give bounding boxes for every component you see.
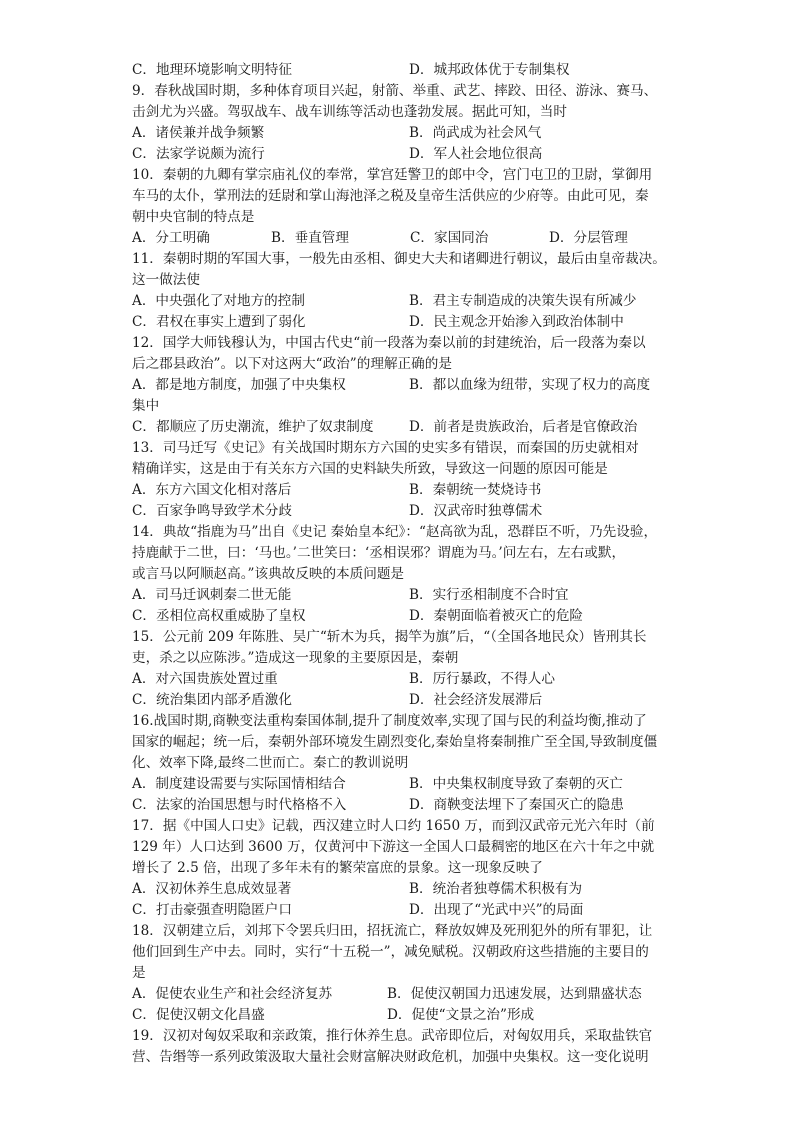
q13-options-row — [132, 480, 662, 501]
q16-option-c[interactable]: C．法家的治国思想与时代格格不入 — [132, 797, 347, 813]
q15-option-b[interactable]: B．厉行暴政，不得人心 — [409, 671, 555, 687]
q9-stem-line: 击剑尤为兴盛。驾驭战车、战车训练等活动也蓬勃发展。据此可知，当时 — [132, 104, 567, 120]
q12-option-b[interactable]: B．都以血缘为纽带，实现了权力的高度 — [409, 377, 651, 393]
q10-option-d[interactable]: D．分层管理 — [549, 230, 628, 246]
q12-option-c[interactable]: C．都顺应了历史潮流，维护了奴隶制度 — [132, 419, 374, 435]
q17-stem-line: 129 年）人口达到 3600 万，仅黄河中下游这一全国人口最稠密的地区在六十年之中就 — [132, 839, 655, 855]
q19-stem-line: 营、告缗等一系列政策汲取大量社会财富解决财政危机，加强中央集权。这一变化说明 — [132, 1049, 649, 1065]
q13-options-row — [132, 501, 662, 522]
q15-stem-line: 吏，杀之以应陈涉。”造成这一现象的主要原因是，秦朝 — [132, 650, 459, 666]
q10-option-b[interactable]: B．垂直管理 — [271, 230, 349, 246]
q14-option-c[interactable]: C．丞相位高权重威胁了皇权 — [132, 608, 306, 624]
q14-option-b[interactable]: B．实行丞相制度不合时宜 — [409, 587, 569, 603]
q10-options-row — [132, 228, 662, 249]
q15-options-row — [132, 690, 662, 711]
q18-stem-line: 18．汉朝建立后，刘邦下令罢兵归田，招抚流亡，释放奴婢及死刑犯外的所有罪犯，让 — [132, 923, 653, 939]
q11-options-row — [132, 291, 662, 312]
q11-stem-line: 11．秦朝时期的军国大事，一般先由丞相、御史大夫和诸卿进行朝议，最后由皇帝裁决。 — [132, 251, 666, 267]
q17-option-d[interactable]: D．出现了“光武中兴”的局面 — [409, 902, 584, 918]
q15-option-c[interactable]: C．统治集团内部矛盾激化 — [132, 692, 292, 708]
q10-stem-line: 朝中央官制的特点是 — [132, 209, 255, 225]
q18-options-row — [132, 1005, 662, 1026]
q10-stem-line: 车马的太仆，掌刑法的廷尉和掌山海池泽之税及皇帝生活供应的少府等。由此可见，秦 — [132, 188, 649, 204]
q10-stem-line: 10．秦朝的九卿有掌宗庙礼仪的奉常，掌宫廷警卫的郎中令，宫门屯卫的卫尉，掌御用 — [132, 167, 653, 183]
q14-option-a[interactable]: A．司马迁讽刺秦二世无能 — [132, 587, 292, 603]
q16-options-row — [132, 774, 662, 795]
q17-option-b[interactable]: B．统治者独尊儒术积极有为 — [409, 881, 583, 897]
q13-stem-line: 13．司马迁写《史记》有关战国时期东方六国的史实多有错误，而秦国的历史就相对 — [132, 440, 639, 456]
q16-option-b[interactable]: B．中央集权制度导致了秦朝的灭亡 — [409, 776, 623, 792]
q17-stem-line: 17．据《中国人口史》记载，西汉建立时人口约 1650 万，而到汉武帝元光六年时（前 — [132, 818, 655, 834]
q9-option-b[interactable]: B．尚武成为社会风气 — [409, 125, 542, 141]
q16-stem-line: 国家的崛起；统一后，秦朝外部环境发生剧烈变化,秦始皇将秦制推广至全国,导致制度僵 — [132, 734, 658, 750]
q18-options-row — [132, 984, 662, 1005]
q9-options-row — [132, 123, 662, 144]
q18-option-a[interactable]: A．促使农业生产和社会经济复苏 — [132, 986, 333, 1002]
q11-stem-line: 这一做法使 — [132, 272, 200, 288]
q12-option-a[interactable]: A．都是地方制度，加强了中央集权 — [132, 377, 346, 393]
q17-options-row — [132, 879, 662, 900]
q15-options-row — [132, 669, 662, 690]
q8-option-c[interactable]: C．地理环境影响文明特征 — [132, 62, 292, 78]
q14-options-row — [132, 585, 662, 606]
q17-option-c[interactable]: C．打击豪强查明隐匿户口 — [132, 902, 292, 918]
q18-option-c[interactable]: C．促使汉朝文化昌盛 — [132, 1007, 265, 1023]
q10-option-a[interactable]: A．分工明确 — [132, 230, 210, 246]
q16-option-a[interactable]: A．制度建设需要与实际国情相结合 — [132, 776, 346, 792]
q14-stem-line: 持鹿献于二世，曰：‘马也。’二世笑曰：‘丞相误邪？谓鹿为马。’问左右，左右或默， — [132, 545, 626, 561]
q14-stem-line: 或言马以阿顺赵高。”该典故反映的本质问题是 — [132, 566, 405, 582]
q18-stem-line: 是 — [132, 965, 146, 981]
q9-stem-line: 9．春秋战国时期，多种体育项目兴起，射箭、举重、武艺、摔跤、田径、游泳、赛马、 — [132, 83, 658, 99]
q11-option-c[interactable]: C．君权在事实上遭到了弱化 — [132, 314, 306, 330]
q14-stem-line: 14．典故“指鹿为马”出自《史记 秦始皇本纪》：“赵高欲为乱，恐群臣不听，乃先设验， — [132, 524, 658, 540]
q11-option-d[interactable]: D．民主观念开始渗入到政治体制中 — [409, 314, 624, 330]
q12-stem-line: 后之郡县政治”。以下对这两大“政治”的理解正确的是 — [132, 356, 452, 372]
q16-options-row — [132, 795, 662, 816]
q15-stem-line: 15．公元前 209 年陈胜、吴广“斩木为兵，揭竿为旗”后，“（全国各地民众）皆刑其长 — [132, 629, 647, 645]
q13-stem-line: 精确详实，这是由于有关东方六国的史料缺失所致，导致这一问题的原因可能是 — [132, 461, 608, 477]
q14-option-d[interactable]: D．秦朝面临着被灭亡的危险 — [409, 608, 584, 624]
q16-stem-line: 化、效率下降,最终二世而亡。秦亡的教训说明 — [132, 755, 409, 771]
q17-stem-line: 增长了 2.5 倍，出现了多年未有的繁荣富庶的景象。这一现象反映了 — [132, 860, 543, 876]
q15-option-d[interactable]: D．社会经济发展滞后 — [409, 692, 543, 708]
q10-option-c[interactable]: C．家国同治 — [410, 230, 489, 246]
q11-option-b[interactable]: B．君主专制造成的决策失误有所减少 — [409, 293, 637, 309]
q11-option-a[interactable]: A．中央强化了对地方的控制 — [132, 293, 305, 309]
q12-stem-line: 12．国学大师钱穆认为，中国古代史“前一段落为秦以前的封建统治，后一段落为秦以 — [132, 335, 646, 351]
q12-option-b-continuation: 集中 — [132, 398, 160, 414]
q18-option-b[interactable]: B．促使汉朝国力迅速发展，达到鼎盛状态 — [387, 986, 642, 1002]
q13-option-d[interactable]: D．汉武帝时独尊儒术 — [409, 503, 543, 519]
q13-option-c[interactable]: C．百家争鸣导致学术分歧 — [132, 503, 292, 519]
q8-options — [132, 60, 662, 81]
q16-stem-line: 16.战国时期,商鞅变法重构秦国体制,提升了制度效率,实现了国与民的利益均衡,推动了 — [132, 713, 647, 729]
q19-stem-line: 19．汉初对匈奴采取和亲政策，推行休养生息。武帝即位后，对匈奴用兵，采取盐铁官 — [132, 1028, 653, 1044]
q13-option-b[interactable]: B．秦朝统一焚烧诗书 — [409, 482, 542, 498]
q18-option-d[interactable]: D．促使“文景之治”形成 — [387, 1007, 535, 1023]
exam-page — [132, 60, 666, 1068]
q17-option-a[interactable]: A．汉初休养生息成效显著 — [132, 881, 292, 897]
q11-options-row — [132, 312, 662, 333]
q9-option-c[interactable]: C．法家学说颇为流行 — [132, 146, 265, 162]
q17-options-row — [132, 900, 662, 921]
q9-options-row — [132, 144, 662, 165]
q9-option-d[interactable]: D．军人社会地位很高 — [409, 146, 543, 162]
q16-option-d[interactable]: D．商鞅变法埋下了秦国灭亡的隐患 — [409, 797, 624, 813]
q12-options-row — [132, 375, 662, 396]
q15-option-a[interactable]: A．对六国贵族处置过重 — [132, 671, 278, 687]
q8-option-d[interactable]: D．城邦政体优于专制集权 — [409, 62, 570, 78]
q13-option-a[interactable]: A．东方六国文化相对落后 — [132, 482, 292, 498]
q12-option-d[interactable]: D．前者是贵族政治，后者是官僚政治 — [409, 419, 638, 435]
q14-options-row — [132, 606, 662, 627]
q12-options-row — [132, 417, 662, 438]
q9-option-a[interactable]: A．诸侯兼并战争频繁 — [132, 125, 265, 141]
q18-stem-line: 他们回到生产中去。同时，实行“十五税一”，减免赋税。汉朝政府这些措施的主要目的 — [132, 944, 649, 960]
